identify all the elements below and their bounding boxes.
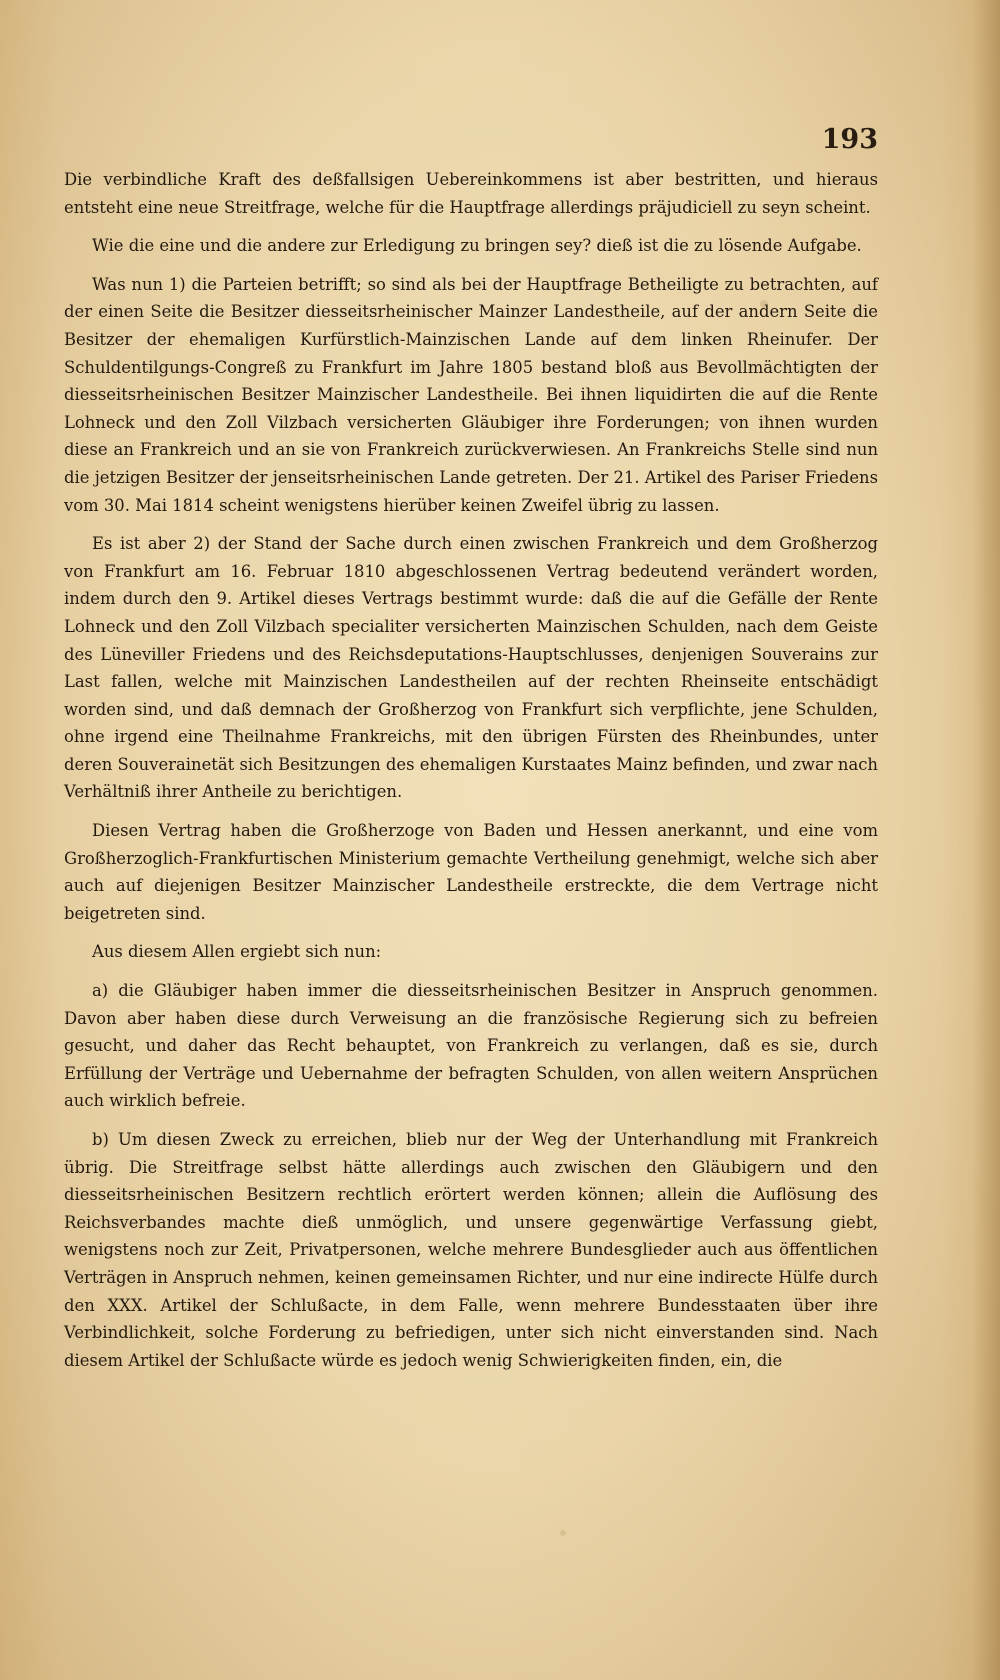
paragraph: a) die Gläubiger haben immer die diesseitsrheinischen Besitzer in Anspruch genommen. Davon aber haben diese durch Verweisung an die französische Regierung sich zu befreien gesucht, und daher das Recht behauptet, von Frankreich zu verlangen, daß es sie, durch Erfüllung der Verträge und Uebernahme der befragten Schulden, von allen weitern Ansprüchen auch wirklich befreie. <box>64 981 878 1111</box>
paragraph: Aus diesem Allen ergiebt sich nun: <box>92 942 382 962</box>
paragraph: Wie die eine und die andere zur Erledigung zu bringen sey? dieß ist die zu lösende Aufgabe. <box>92 236 862 256</box>
paragraph: Es ist aber 2) der Stand der Sache durch einen zwischen Frankreich und dem Großherzog von Frankfurt am 16. Februar 1810 abgeschlossenen Vertrag bedeutend verändert worden, indem durch den 9. Artikel dieses Vertrags bestimmt wurde: daß die auf die Gefälle der Rente Lohneck und den Zoll Vilzbach specialiter versicherten Mainzischen Schulden, nach dem Geiste des Lüneviller Friedens und des Reichsdeputations-Hauptschlusses, denjenigen Souverains zur Last fallen, welche mit Mainzischen Landestheilen auf der rechten Rheinseite entschädigt worden sind, und daß demnach der Großherzog von Frankfurt sich verpflichte, jene Schulden, ohne irgend eine Theilnahme Frankreichs, mit den übrigen Fürsten des Rheinbundes, unter deren Souverainetät sich Besitzungen des ehemaligen Kurstaates Mainz befinden, und zwar nach Verhältniß ihrer Antheile zu berichtigen. <box>64 534 878 802</box>
page-edge-shadow <box>972 0 1000 1680</box>
paragraph: Die verbindliche Kraft des deßfallsigen Uebereinkommens ist aber bestritten, und hieraus entsteht eine neue Streitfrage, welche für die Hauptfrage allerdings präjudiciell zu seyn scheint. <box>64 170 878 217</box>
paragraph: b) Um diesen Zweck zu erreichen, blieb nur der Weg der Unterhandlung mit Frankreich übrig. Die Streitfrage selbst hätte allerdings auch zwischen den Gläubigern und den diesseitsrheinischen Besitzern rechtlich erörtert werden können; allein die Auflösung des Reichsverbandes machte dieß unmöglich, und unsere gegenwärtige Verfassung giebt, wenigstens noch zur Zeit, Privatpersonen, welche mehrere Bundesglieder auch aus öffentlichen Verträgen in Anspruch nehmen, keinen gemeinsamen Richter, und nur eine indirecte Hülfe durch den XXX. Artikel der Schlußacte, in dem Falle, wenn mehrere Bundesstaaten über ihre Verbindlichkeit, solche Forderung zu befriedigen, unter sich nicht einverstanden sind. Nach diesem Artikel der Schlußacte würde es jedoch wenig Schwierigkeiten finden, ein, die <box>64 1130 878 1370</box>
body-text <box>64 166 878 1385</box>
paper-stain <box>560 1530 566 1536</box>
page-number: 193 <box>821 124 878 155</box>
paragraph: Was nun 1) die Parteien betrifft; so sind als bei der Hauptfrage Betheiligte zu betrachten, auf der einen Seite die Besitzer diesseitsrheinischer Mainzer Landestheile, auf der andern Seite die Besitzer der ehemaligen Kurfürstlich-Mainzischen Lande auf dem linken Rheinufer. Der Schuldentilgungs-Congreß zu Frankfurt im Jahre 1805 bestand bloß aus Bevollmächtigten der diesseitsrheinischen Besitzer Mainzischer Landestheile. Bei ihnen liquidirten die auf die Rente Lohneck und den Zoll Vilzbach versicherten Gläubiger ihre Forderungen; von ihnen wurden diese an Frankreich und an sie von Frankreich zurückverwiesen. An Frankreichs Stelle sind nun die jetzigen Besitzer der jenseitsrheinischen Lande getreten. Der 21. Artikel des Pariser Friedens vom 30. Mai 1814 scheint wenigstens hierüber keinen Zweifel übrig zu lassen. <box>64 274 878 515</box>
paragraph: Diesen Vertrag haben die Großherzoge von Baden und Hessen anerkannt, und eine vom Großherzoglich-Frankfurtischen Ministerium gemachte Vertheilung genehmigt, welche sich aber auch auf diejenigen Besitzer Mainzischer Landestheile erstreckte, die dem Vertrage nicht beigetreten sind. <box>64 821 878 923</box>
